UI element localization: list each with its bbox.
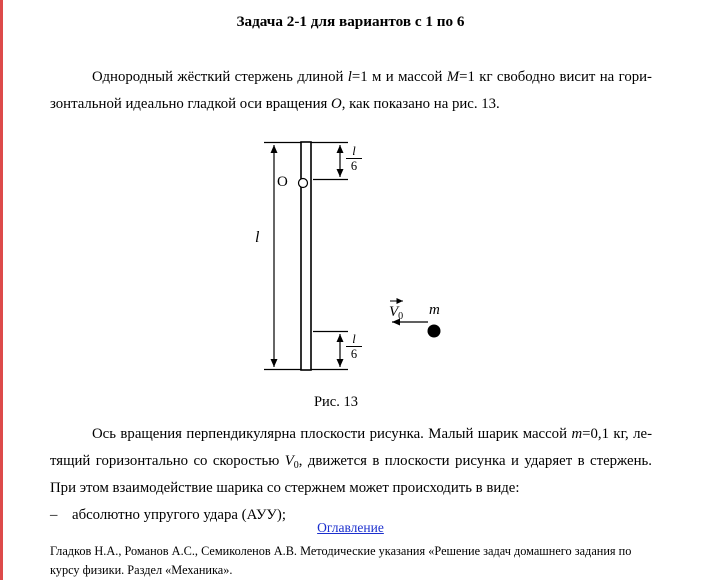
variable-V-subscript: 0 (293, 460, 299, 471)
footer-line: курсу физики. Раздел «Механика». (50, 562, 233, 577)
variable-l: l (347, 69, 352, 85)
fraction-bottom (346, 332, 362, 361)
paragraph-conditions (50, 421, 652, 529)
mass-label: m (429, 302, 440, 318)
fraction-numerator: l (346, 332, 362, 347)
text-segment: , как показано на рис. 13. (341, 96, 500, 112)
toc-link-row (0, 520, 701, 536)
velocity-label (389, 304, 403, 320)
footer-reference (50, 542, 698, 579)
text-line (50, 64, 652, 91)
variable-O: О (331, 96, 342, 112)
text-segment: зонтальной идеально гладкой оси вращения (50, 96, 331, 112)
text-segment: тящий горизонтально со скоростью (50, 453, 285, 469)
fraction-denominator: 6 (350, 347, 358, 361)
variable-m: m (571, 426, 583, 442)
length-label: l (255, 229, 260, 246)
text-segment: , движется в плоскости рисунка и ударяет в стержень. (298, 453, 652, 469)
axis-label: O (277, 174, 288, 190)
paragraph-intro (50, 64, 652, 118)
fraction-denominator: 6 (350, 159, 358, 173)
velocity-subscript: 0 (398, 311, 404, 322)
figure-caption: Рис. 13 (313, 394, 358, 410)
velocity-symbol: V (389, 304, 399, 320)
figure-rod-diagram (0, 138, 701, 380)
text-line (50, 421, 652, 448)
bullet-dash: – (50, 507, 58, 523)
variable-M: M (446, 69, 460, 85)
text-segment: Ось вращения перпендикулярна плоскости рисунка. Малый шарик массой (92, 426, 572, 442)
page-title: Задача 2-1 для вариантов с 1 по 6 (236, 13, 465, 30)
text-segment: =1 м и массой (351, 69, 447, 85)
toc-link[interactable]: Оглавление (317, 520, 384, 535)
fraction-top (346, 144, 362, 173)
ball (428, 325, 441, 338)
text-line (50, 91, 652, 118)
text-segment: =1 кг свободно висит на гори- (459, 69, 652, 85)
text-line (50, 448, 652, 475)
bullet-text: абсолютно упругого удара (АУУ); (72, 507, 286, 523)
variable-V: V (284, 453, 294, 469)
text-line: При этом взаимодействие шарика со стержнем может происходить в виде: (50, 480, 520, 496)
text-segment: Однородный жёсткий стержень длиной (92, 69, 348, 85)
fraction-numerator: l (346, 144, 362, 159)
rod (301, 142, 311, 370)
text-segment: =0,1 кг, ле- (582, 426, 652, 442)
pivot-axis-circle (299, 179, 308, 188)
footer-line: Гладков Н.А., Романов А.С., Семиколенов А.В. Методические указания «Решение задач домашнего задания по (50, 544, 632, 558)
